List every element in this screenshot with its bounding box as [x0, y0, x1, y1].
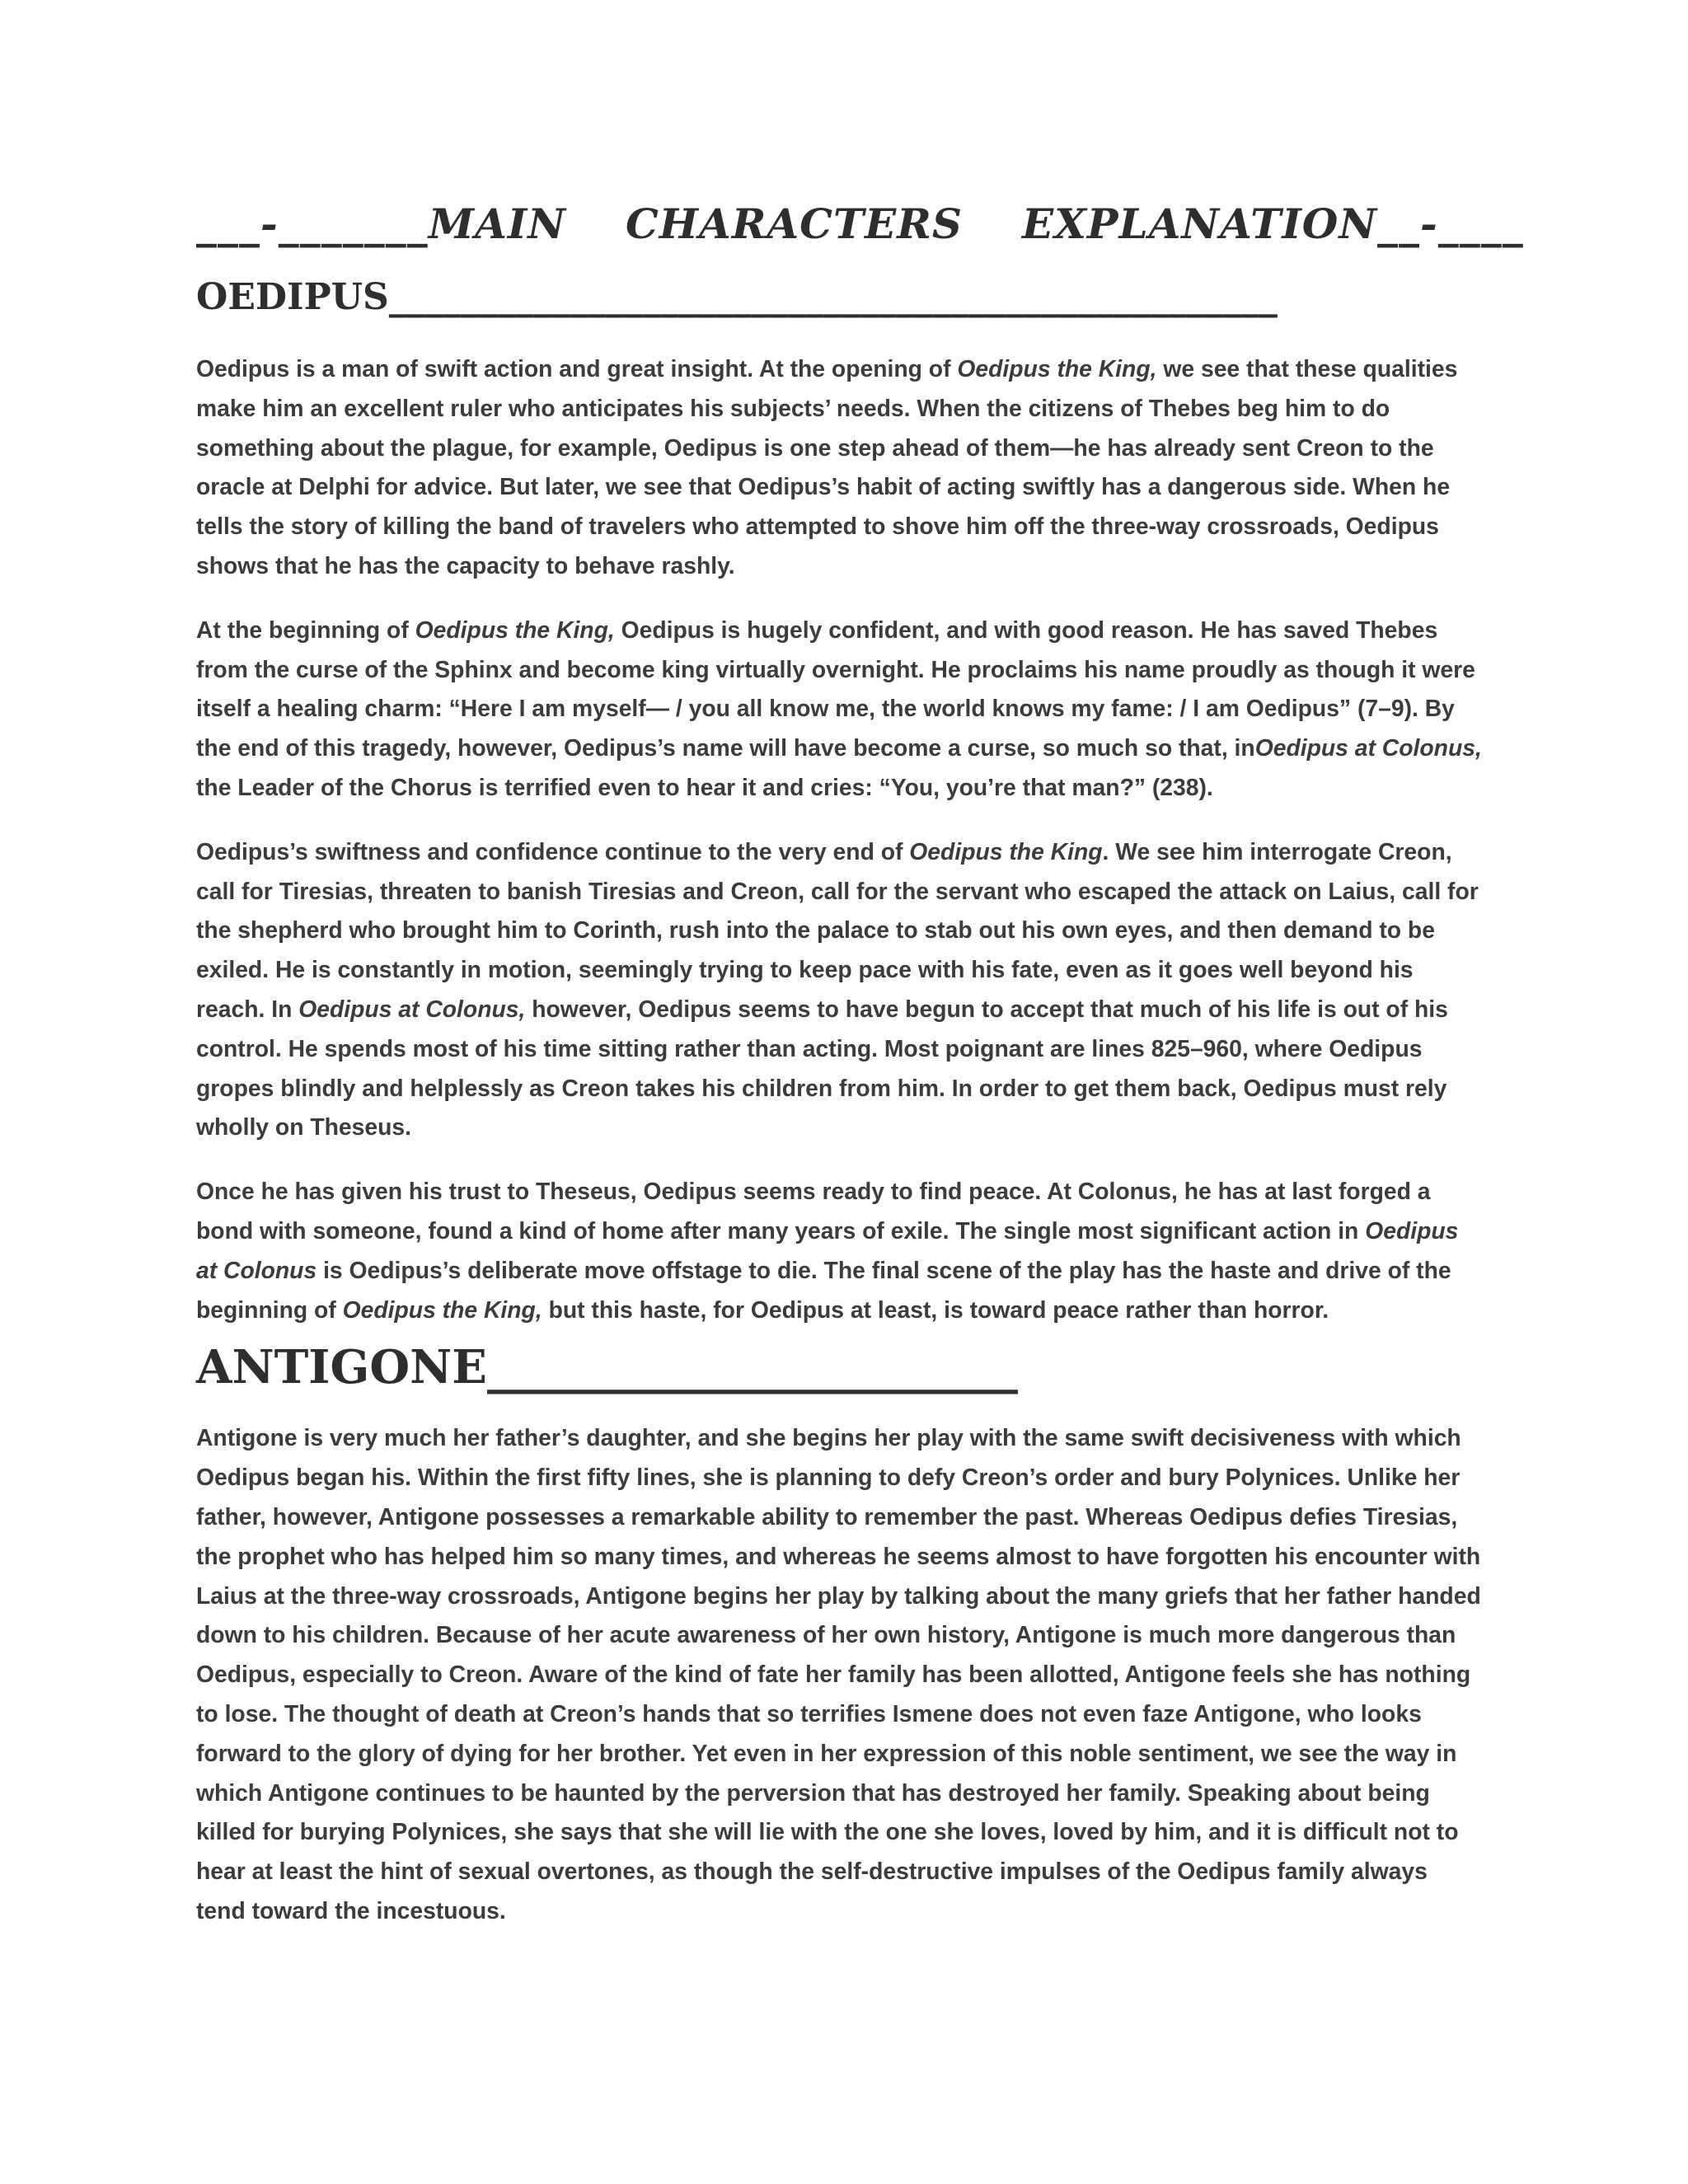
text-run: the Leader of the Chorus is terrified even to hear it and cries: “You, you’re that man?” (238).: [196, 773, 1213, 800]
title-word-explanation: EXPLANATION: [1021, 199, 1378, 248]
text-run: Oedipus is hugely confident, and with good reason. He has saved Thebes from the curse of the Sphinx and become king virtually overnight. He proclaims his name proudly as though it were itself a healing charm: “Here I am myself— / you all know me, the world knows my fame: / I am Oedipus” (7–9). By the end of this tragedy, however, Oedipus’s name will have become a curse, so much so that, in: [196, 616, 1475, 762]
text-run: Oedipus is a man of swift action and great insight. At the opening of: [196, 355, 958, 382]
title-tail: __-____: [1377, 199, 1524, 248]
section-heading-antigone: [196, 1334, 1482, 1400]
section-heading-oedipus: [196, 270, 1482, 325]
text-run: but this haste, for Oedipus at least, is toward peace rather than horror.: [542, 1296, 1329, 1323]
oedipus-paragraph-3: [196, 832, 1482, 1147]
italic-title: Oedipus at Colonus: [196, 1216, 1459, 1283]
heading-text: OEDIPUS: [196, 276, 389, 318]
oedipus-paragraph-2: [196, 611, 1482, 808]
italic-title: Oedipus at Colonus,: [1254, 734, 1482, 762]
heading-text: ANTIGONE: [196, 1340, 487, 1395]
oedipus-paragraph-1: [196, 349, 1482, 586]
text-run: is Oedipus’s deliberate move offstage to die. The final scene of the play has the haste and drive of the beginning of: [196, 1256, 1451, 1323]
title-lead: ___-_______: [196, 199, 429, 248]
italic-title: Oedipus the King,: [342, 1296, 542, 1323]
text-run: Oedipus’s swiftness and confidence continue to the very end of: [196, 837, 910, 865]
document-title: [196, 194, 1524, 254]
text-run: however, Oedipus seems to have begun to accept that much of his life is out of his control. He spends most of his time sitting rather than acting. Most poignant are lines 825–960, where Oedipus gropes blindly and helplessly as Creon takes his children from him. In order to get them back, Oedipus must rely wholly on Theseus.: [196, 995, 1448, 1141]
antigone-paragraph: Antigone is very much her father’s daughter, and she begins her play with the same swift decisiveness with which Oedipus began his. Within the first fifty lines, she is planning to defy Creon’s order and bury Polynices. Unlike her father, however, Antigone possesses a remarkable ability to remember the past. Whereas Oedipus defies Tiresias, the prophet who has helped him so many times, and whereas he seems almost to have forgotten his encounter with Laius at the three-way crossroads, Antigone begins her play by talking about the many griefs that her father handed down to his children. Because of her acute awareness of her own history, Antigone is much more dangerous than Oedipus, especially to Creon. Aware of the kind of fate her family has been allotted, Antigone feels she has nothing to lose. The thought of death at Creon’s hands that so terrifies Ismene does not even faze Antigone, who looks forward to the glory of dying for her brother. Yet even in her expression of this noble sentiment, we see the way in which Antigone continues to be haunted by the perversion that has destroyed her family. Speaking about being killed for burying Polynices, she says that she will lie with the one she loves, loved by him, and it is difficult not to hear at least the hint of sexual overtones, as though the self-destructive impulses of the Oedipus family always tend toward the incestuous.: [196, 1424, 1481, 1924]
italic-title: Oedipus the King,: [957, 355, 1157, 382]
text-run: . We see him interrogate Creon, call for Tiresias, threaten to banish Tiresias and Creon, call for the servant who escaped the attack on Laius, call for the shepherd who brought him to Corinth, rush into the palace to stab out his own eyes, and then demand to be exiled. He is constantly in motion, seemingly trying to keep pace with his fate, even as it goes well beyond his reach. In: [196, 837, 1479, 1022]
text-run: Once he has given his trust to Theseus, Oedipus seems ready to find peace. At Colonus, he has at last forged a bond with someone, found a kind of home after many years of exile. The single most significant action in: [196, 1178, 1431, 1244]
document-page: [196, 194, 1524, 1931]
italic-title: Oedipus at Colonus,: [298, 995, 526, 1022]
oedipus-paragraph-4: [196, 1172, 1482, 1329]
italic-title: Oedipus the King: [909, 837, 1103, 865]
heading-rule: _______________________: [486, 1340, 1018, 1395]
italic-title: Oedipus the King,: [415, 616, 615, 643]
heading-rule: _________________________________________________: [388, 276, 1278, 318]
text-run: At the beginning of: [196, 616, 415, 643]
text-run: we see that these qualities make him an excellent ruler who anticipates his subjects’ needs. When the citizens of Thebes beg him to do something about the plague, for example, Oedipus is one step ahead of them—he has already sent Creon to the oracle at Delphi for advice. But later, we see that Oedipus’s habit of acting swiftly has a dangerous side. When he tells the story of killing the band of travelers who attempted to shove him off the three-way crossroads, Oedipus shows that he has the capacity to behave rashly.: [196, 355, 1458, 579]
title-word-characters: CHARACTERS: [626, 199, 963, 248]
title-word-main: MAIN: [428, 199, 566, 248]
